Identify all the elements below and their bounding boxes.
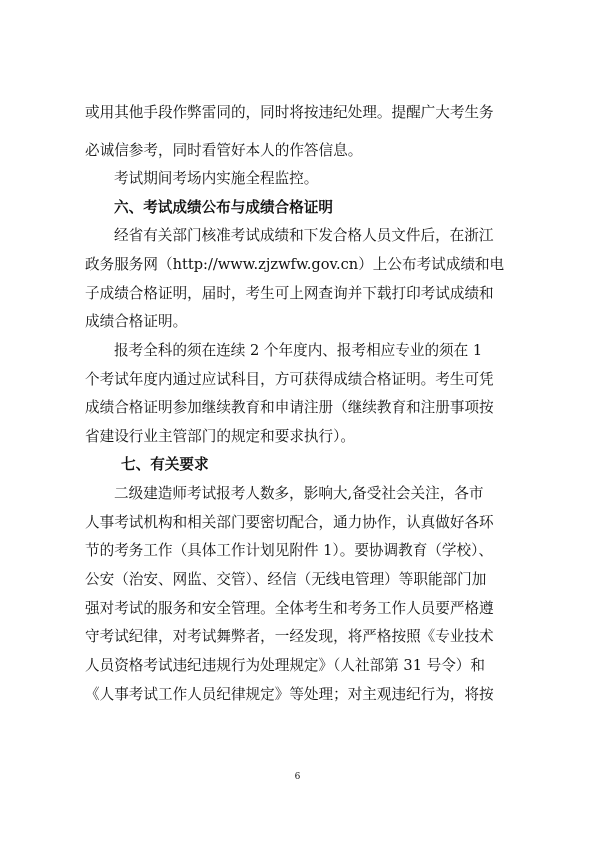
body-line: 人事考试机构和相关部门要密切配合，通力协作，认真做好各环: [85, 514, 494, 531]
page-number: 6: [294, 772, 301, 782]
body-line: 节的考务工作（具体工作计划见附件 1）。要协调教育（学校）、: [85, 542, 493, 559]
body-line: 经省有关部门核准考试成绩和下发合格人员文件后，在浙江: [114, 227, 494, 244]
body-line: 守考试纪律，对考试舞弊者，一经发现，将严格按照《专业技术: [85, 628, 494, 645]
body-line: 子成绩合格证明，届时，考生可上网查询并下载打印考试成绩和: [85, 285, 494, 302]
body-line: 或用其他手段作弊雷同的，同时将按违纪处理。提醒广大考生务: [85, 104, 494, 121]
body-line: 强对考试的服务和安全管理。全体考生和考务工作人员要严格遵: [85, 600, 494, 617]
body-line: 成绩合格证明参加继续教育和申请注册（继续教育和注册事项按: [85, 399, 494, 416]
body-line: 考试期间考场内实施全程监控。: [114, 170, 319, 187]
section-heading-six: 六、考试成绩公布与成绩合格证明: [114, 199, 333, 216]
body-line: 公安（治安、网监、交管）、经信（无线电管理）等职能部门加: [85, 571, 487, 588]
body-line: 政务服务网（http://www.zjzwfw.gov.cn）上公布考试成绩和电: [85, 256, 505, 273]
body-line: 二级建造师考试报考人数多，影响大,备受社会关注，各市: [114, 485, 484, 502]
section-heading-seven: 七、有关要求: [121, 456, 209, 473]
body-line: 成绩合格证明。: [85, 313, 188, 330]
body-line: 报考全科的须在连续 2 个年度内、报考相应专业的须在 1: [114, 342, 483, 359]
body-line: 省建设行业主管部门的规定和要求执行）。: [85, 428, 355, 445]
body-line: 《人事考试工作人员纪律规定》等处理；对主观违纪行为，将按: [85, 686, 494, 703]
body-line: 必诚信参考，同时看管好本人的作答信息。: [85, 142, 363, 159]
body-line: 个考试年度内通过应试科目，方可获得成绩合格证明。考生可凭: [85, 371, 494, 388]
body-line: 人员资格考试违纪违规行为处理规定》（人社部第 31 号令）和: [85, 657, 485, 674]
